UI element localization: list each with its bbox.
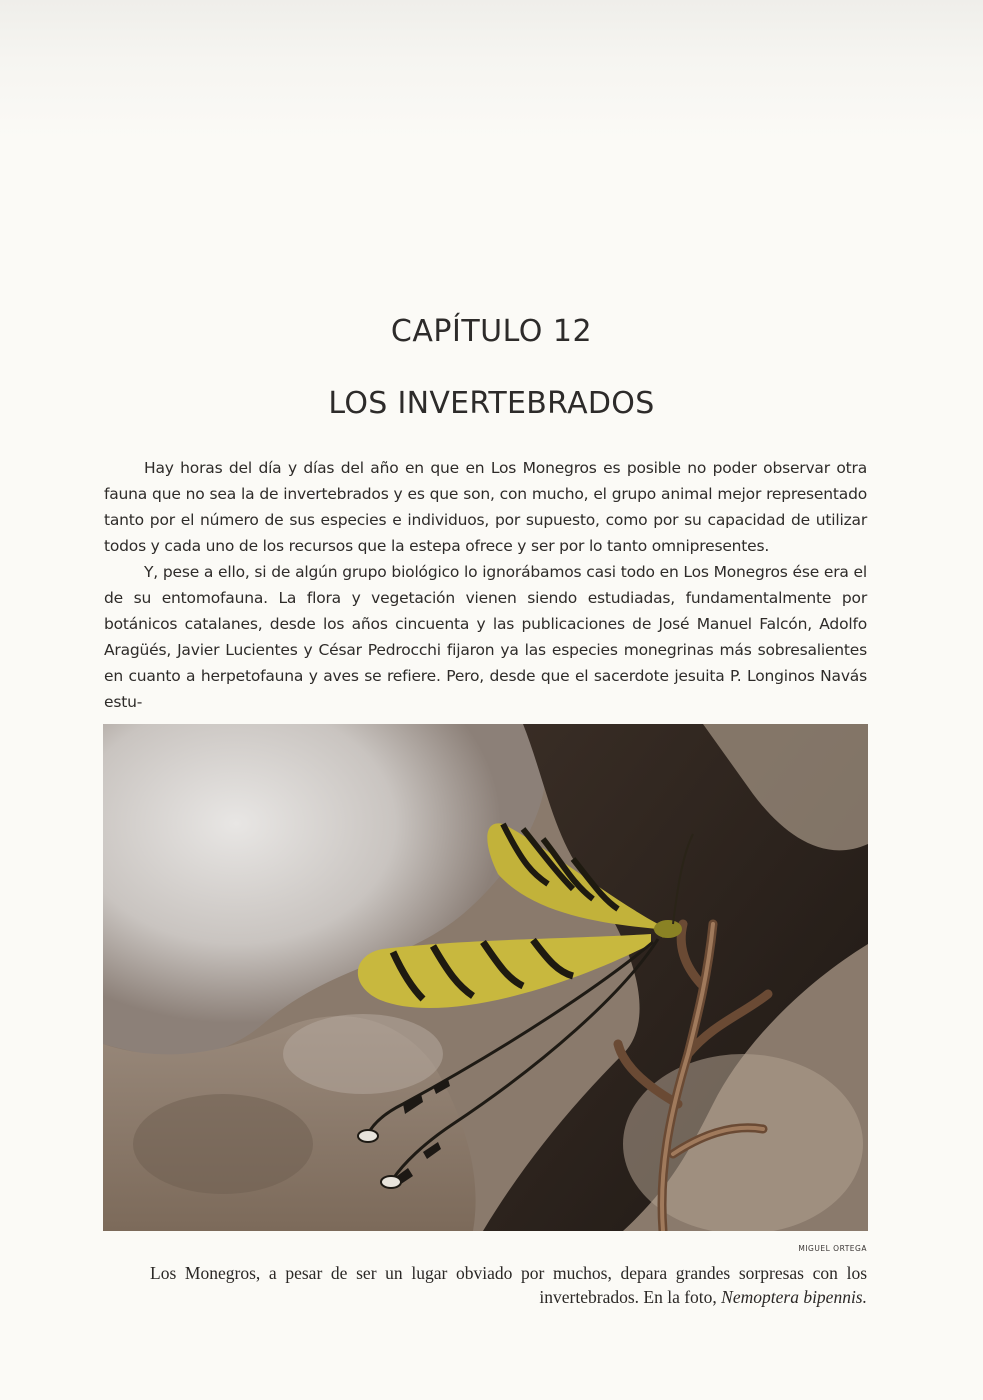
figure-caption: [150, 1261, 867, 1309]
chapter-number: CAPÍTULO 12: [390, 314, 593, 349]
chapter-title: LOS INVERTEBRADOS: [328, 386, 655, 421]
photo-nemoptera-bipennis: [103, 724, 868, 1231]
photo-credit: MIGUEL ORTEGA: [798, 1244, 867, 1253]
caption-text: Los Monegros, a pesar de ser un lugar obviado por muchos, depara grandes sorpresas con los invertebrados. En la foto,: [150, 1263, 867, 1307]
caption-species: Nemoptera bipennis.: [721, 1287, 867, 1307]
paragraph: Hay horas del día y días del año en que en Los Monegros es posible no poder observar otra fauna que no sea la de invertebrados y es que son, con mucho, el grupo animal mejor representado tanto por el número de sus especies e individuos, por supuesto, como por su capacidad de utilizar todos y cada uno de los recursos que la estepa ofrece y ser por lo tanto omnipresentes.: [104, 459, 867, 555]
paragraph: Y, pese a ello, si de algún grupo biológico lo ignorábamos casi todo en Los Monegros ése era el de su entomofauna. La flora y vegetación vienen siendo estudiadas, fundamentalmente por botánicos catalanes, desde los años cincuenta y las publicaciones de José Manuel Falcón, Adolfo Aragüés, Javier Lucientes y César Pedrocchi fijaron ya las especies monegrinas más sobresalientes en cuanto a herpetofauna y aves se refiere. Pero, desde que el sacerdote jesuita P. Longinos Navás estu-: [104, 563, 867, 711]
body-text: [104, 455, 867, 715]
